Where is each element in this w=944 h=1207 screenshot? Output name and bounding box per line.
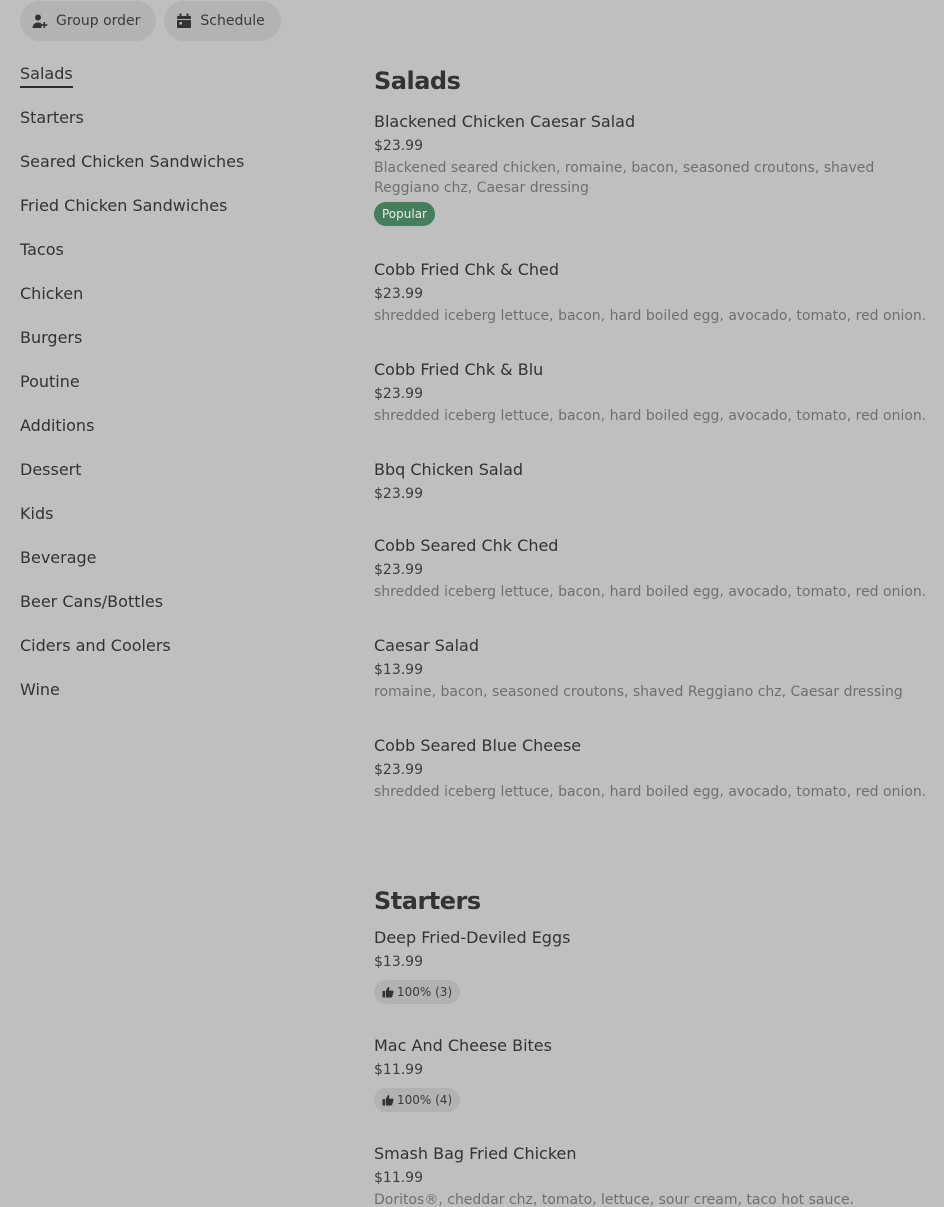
item-price: $23.99 xyxy=(374,486,423,502)
menu-content xyxy=(374,62,934,1207)
rating-text: 100% (3) xyxy=(397,985,453,999)
calendar-icon xyxy=(176,13,192,29)
sidebar-item-ciders-and-coolers[interactable]: Ciders and Coolers xyxy=(20,636,171,655)
menu-item[interactable] xyxy=(374,534,934,634)
sidebar-item-beverage[interactable]: Beverage xyxy=(20,548,97,567)
item-name: Cobb Seared Chk Ched xyxy=(374,536,559,555)
item-description: Doritos®, cheddar chz, tomato, lettuce, sour cream, taco hot sauce. xyxy=(374,1192,855,1207)
rating-text: 100% (4) xyxy=(397,1093,453,1107)
sidebar-item-tacos[interactable]: Tacos xyxy=(20,240,64,259)
schedule-button[interactable] xyxy=(164,1,280,41)
sidebar-item-seared-chicken-sandwiches[interactable]: Seared Chicken Sandwiches xyxy=(20,152,245,171)
item-description: shredded iceberg lettuce, bacon, hard boiled egg, avocado, tomato, red onion. xyxy=(374,308,927,324)
menu-item[interactable] xyxy=(374,1034,934,1142)
menu-item[interactable] xyxy=(374,926,934,1034)
item-price: $13.99 xyxy=(374,662,423,678)
item-name: Caesar Salad xyxy=(374,636,479,655)
sidebar-item-additions[interactable]: Additions xyxy=(20,416,95,435)
sidebar-item-beer-cans-bottles[interactable]: Beer Cans/Bottles xyxy=(20,592,164,611)
sidebar-item-starters[interactable]: Starters xyxy=(20,108,84,127)
menu-item[interactable] xyxy=(374,258,934,358)
item-name: Deep Fried-Deviled Eggs xyxy=(374,928,571,947)
item-name: Bbq Chicken Salad xyxy=(374,460,524,479)
section-title: Salads xyxy=(374,67,461,95)
item-price: $23.99 xyxy=(374,386,423,402)
section-title: Starters xyxy=(374,887,481,915)
item-description: Blackened seared chicken, romaine, bacon, seasoned croutons, shaved Reggiano chz, Caesar dressing xyxy=(374,160,875,196)
sidebar-item-burgers[interactable]: Burgers xyxy=(20,328,83,347)
popular-badge: Popular xyxy=(374,202,435,226)
item-name: Mac And Cheese Bites xyxy=(374,1036,552,1055)
sidebar-item-salads[interactable]: Salads xyxy=(20,63,320,107)
item-name: Cobb Fried Chk & Ched xyxy=(374,260,560,279)
item-name: Smash Bag Fried Chicken xyxy=(374,1144,577,1163)
menu-item[interactable] xyxy=(374,458,934,534)
top-actions xyxy=(20,1,281,41)
item-price: $23.99 xyxy=(374,286,423,302)
item-price: $11.99 xyxy=(374,1170,423,1186)
sidebar-item-wine[interactable]: Wine xyxy=(20,680,60,699)
thumbs-up-icon xyxy=(382,986,394,998)
sidebar-item-poutine[interactable]: Poutine xyxy=(20,372,80,391)
group-order-label: Group order xyxy=(56,13,141,29)
item-price: $13.99 xyxy=(374,954,423,970)
item-description: shredded iceberg lettuce, bacon, hard boiled egg, avocado, tomato, red onion. xyxy=(374,584,927,600)
item-description: romaine, bacon, seasoned croutons, shaved Reggiano chz, Caesar dressing xyxy=(374,684,903,700)
item-name: Cobb Fried Chk & Blu xyxy=(374,360,544,379)
sidebar-item-chicken[interactable]: Chicken xyxy=(20,284,84,303)
item-price: $23.99 xyxy=(374,138,423,154)
category-sidebar xyxy=(20,63,320,723)
menu-item[interactable] xyxy=(374,634,934,734)
section-salads xyxy=(374,62,934,834)
sidebar-item-kids[interactable]: Kids xyxy=(20,504,54,523)
person-add-icon xyxy=(32,13,48,29)
sidebar-item-dessert[interactable]: Dessert xyxy=(20,460,82,479)
section-starters xyxy=(374,882,934,1207)
item-name: Cobb Seared Blue Cheese xyxy=(374,736,582,755)
menu-item[interactable] xyxy=(374,734,934,834)
sidebar-item-fried-chicken-sandwiches[interactable]: Fried Chicken Sandwiches xyxy=(20,196,228,215)
item-description: shredded iceberg lettuce, bacon, hard boiled egg, avocado, tomato, red onion. xyxy=(374,784,927,800)
rating-badge xyxy=(374,1088,460,1112)
menu-item[interactable] xyxy=(374,110,934,258)
menu-item[interactable] xyxy=(374,358,934,458)
item-price: $23.99 xyxy=(374,562,423,578)
item-description: shredded iceberg lettuce, bacon, hard boiled egg, avocado, tomato, red onion. xyxy=(374,408,927,424)
item-price: $23.99 xyxy=(374,762,423,778)
schedule-label: Schedule xyxy=(200,13,265,29)
menu-item[interactable] xyxy=(374,1142,934,1207)
item-price: $11.99 xyxy=(374,1062,423,1078)
item-name: Blackened Chicken Caesar Salad xyxy=(374,112,636,131)
group-order-button[interactable] xyxy=(20,1,156,41)
rating-badge xyxy=(374,980,460,1004)
thumbs-up-icon xyxy=(382,1094,394,1106)
